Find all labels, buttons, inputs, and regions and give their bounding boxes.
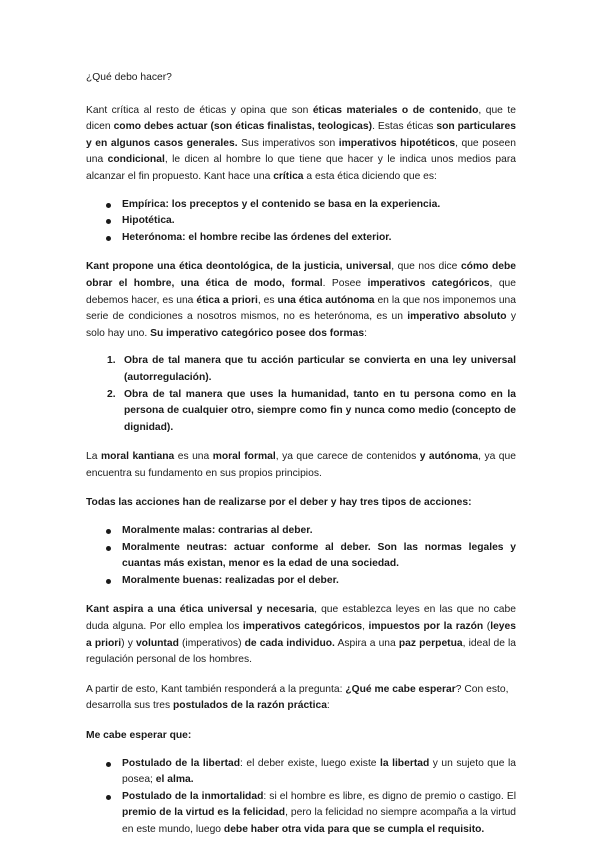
list-formas-imperativo xyxy=(86,353,516,436)
paragraph-que-me-cabe-esperar: A partir de esto, Kant también responderá a la pregunta: ¿Qué me cabe esperar? Con esto, desarrolla sus tres postulados de la razón práctica: xyxy=(86,683,509,712)
list-item: Postulado de la inmortalidad: si el hombre es libre, es digno de premio o castigo. El premio de la virtud es la felicidad, pero la felicidad no siempre acompaña a la virtud en este mundo, luego debe haber otra vida para que se cumpla el requisito. xyxy=(86,789,516,839)
list-item: Heterónoma: el hombre recibe las órdenes del exterior. xyxy=(86,230,516,247)
bullet-icon xyxy=(106,546,111,551)
paragraph-etica-universal: Kant aspira a una ética universal y necesaria, que establezca leyes en las que no cabe duda alguna. Por ello emplea los imperativos categóricos, impuestos por la razón (leyes a priori) y voluntad (imperativos) de cada individuo. Aspira a una paz perpetua, ideal de la regulación personal de los hombres. xyxy=(86,604,517,666)
bullet-icon xyxy=(106,529,111,534)
bullet-icon xyxy=(106,203,111,208)
list-item: 2. Obra de tal manera que uses la humanidad, tanto en tu persona como en la persona de cualquier otro, siempre como fin y nunca como medio (concepto de dignidad). xyxy=(107,388,516,433)
bullet-icon xyxy=(106,762,111,767)
paragraph-tipos-acciones: Todas las acciones han de realizarse por el deber y hay tres tipos de acciones: xyxy=(86,497,472,509)
paragraph-moral-kantiana: La moral kantiana es una moral formal, ya que carece de contenidos y autónoma, ya que encuentra su fundamento en sus propios principios. xyxy=(86,451,516,479)
list-item: 1. Obra de tal manera que tu acción particular se convierta en una ley universal (autorregulación). xyxy=(107,355,516,383)
page-title: ¿Qué debo hacer? xyxy=(86,72,172,83)
list-item: Empírica: los preceptos y el contenido se basa en la experiencia. xyxy=(86,197,516,214)
list-tipos-acciones xyxy=(86,523,516,589)
paragraph-etica-material: Kant crítica al resto de éticas y opina que son éticas materiales o de contenido, que te dicen como debes actuar (son éticas finalistas, teologicas). Estas éticas son particulares y en algunos casos generales. Sus imperativos son imperativos hipotéticos, que poseen una condicional, le dicen al hombre lo que tiene que hacer y le indica unos medios para alcanzar el fin propuesto. Kant hace una crítica a esta ética diciendo que es: xyxy=(86,104,517,182)
list-item: Postulado de la libertad: el deber existe, luego existe la libertad y un sujeto que la posea; el alma. xyxy=(86,756,516,789)
bullet-icon xyxy=(106,236,111,241)
list-item: Moralmente buenas: realizadas por el deber. xyxy=(86,573,516,590)
bullet-icon xyxy=(106,579,111,584)
list-item: Moralmente malas: contrarias al deber. xyxy=(86,523,516,540)
paragraph-etica-formal: Kant propone una ética deontológica, de la justicia, universal, que nos dice cómo debe obrar el hombre, una ética de modo, formal. Posee imperativos categóricos, que debemos hacer, es una ética a priori, es una ética autónoma en la que nos imponemos una serie de condiciones a nosotros mismos, no es heterónoma, es un imperativo absoluto y solo hay uno. Su imperativo categórico posee dos formas: xyxy=(86,261,517,339)
bullet-icon xyxy=(106,795,111,800)
document-body xyxy=(86,70,516,839)
list-postulados xyxy=(86,756,516,839)
list-caracteristicas xyxy=(86,197,516,247)
paragraph-me-cabe-esperar: Me cabe esperar que: xyxy=(86,730,192,741)
list-item: Hipotética. xyxy=(86,213,516,230)
bullet-icon xyxy=(106,219,111,224)
list-item: Moralmente neutras: actuar conforme al deber. Son las normas legales y cuantas más existan, menor es la edad de una sociedad. xyxy=(86,540,516,573)
